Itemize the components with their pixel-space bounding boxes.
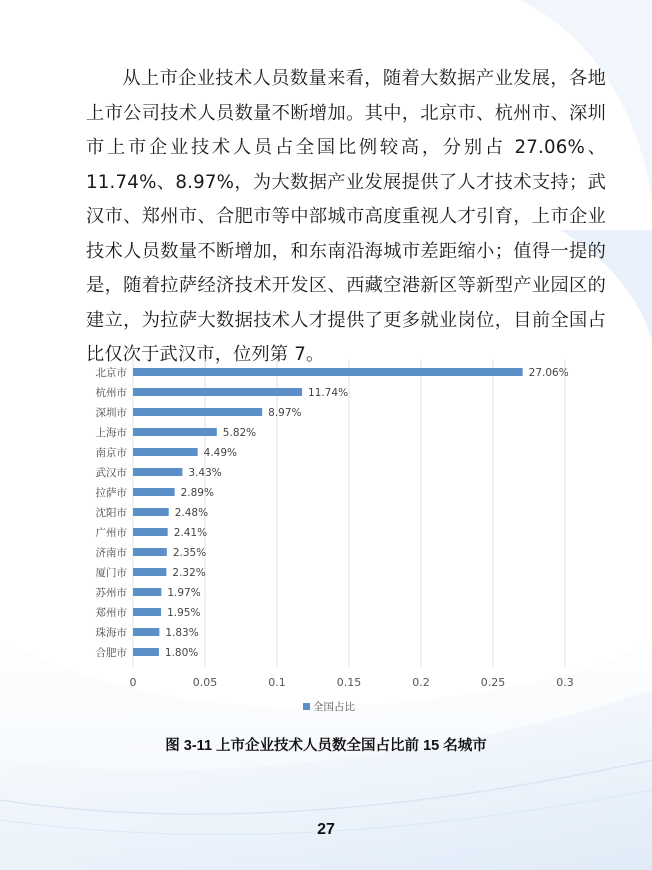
x-tick-label: 0.3 — [556, 676, 574, 689]
data-label: 11.74% — [308, 387, 349, 399]
bar — [133, 628, 159, 636]
x-tick-label: 0.1 — [268, 676, 286, 689]
page-number: 27 — [317, 821, 335, 838]
category-label: 沈阳市 — [95, 507, 127, 519]
category-label: 武汉市 — [95, 467, 127, 479]
bar — [133, 548, 167, 556]
category-label: 杭州市 — [95, 387, 127, 399]
bar-chart — [78, 355, 598, 715]
legend-label: 全国占比 — [313, 701, 355, 713]
category-label: 济南市 — [95, 547, 127, 559]
data-label: 1.80% — [164, 647, 199, 659]
bar — [133, 368, 523, 376]
data-label: 5.82% — [222, 427, 257, 439]
category-label: 合肥市 — [95, 647, 127, 659]
category-label: 深圳市 — [95, 407, 127, 419]
bar — [133, 588, 161, 596]
data-label: 2.41% — [173, 527, 208, 539]
data-label: 4.49% — [203, 447, 238, 459]
category-label: 郑州市 — [95, 607, 127, 619]
bar — [133, 488, 175, 496]
x-tick-label: 0.15 — [336, 676, 362, 689]
bar — [133, 388, 302, 396]
data-label: 1.83% — [165, 627, 199, 639]
category-label: 苏州市 — [95, 587, 127, 599]
bar — [133, 408, 262, 416]
data-label: 2.89% — [180, 487, 214, 499]
bar — [133, 508, 169, 516]
data-label: 2.48% — [174, 507, 209, 519]
category-label: 珠海市 — [95, 627, 127, 639]
body-paragraph: 从上市企业技术人员数量来看，随着大数据产业发展，各地上市公司技术人员数量不断增加。其中，北京市、杭州市、深圳市上市企业技术人员占全国比例较高，分别占 27.06%、11.74%、8.97%，为大数据产业发展提供了人才技术支持；武汉市、郑州市、合肥市等中部城市高度重视人才引育，上市企业技术人员数量不断增加，和东南沿海城市差距缩小；值得一提的是，随着拉萨经济技术开发区、西藏空港新区等新型产业园区的建立，为拉萨大数据技术人才提供了更多就业岗位，目前全国占比仅次于武汉市，位列第 7。 — [86, 68, 606, 365]
category-label: 北京市 — [95, 367, 127, 379]
category-label: 拉萨市 — [95, 487, 127, 499]
data-label: 1.95% — [167, 607, 201, 619]
bar — [133, 528, 168, 536]
data-label: 27.06% — [528, 367, 569, 379]
x-tick-label: 0 — [129, 676, 137, 689]
category-label: 南京市 — [95, 447, 127, 459]
bar — [133, 448, 198, 456]
bar — [133, 468, 182, 476]
data-label: 2.35% — [172, 547, 207, 559]
bar — [133, 568, 166, 576]
legend-swatch — [303, 703, 310, 710]
category-label: 厦门市 — [95, 567, 127, 579]
x-tick-label: 0.2 — [412, 676, 430, 689]
bar — [133, 428, 217, 436]
figure-caption: 图 3-11 上市企业技术人员数全国占比前 15 名城市 — [165, 738, 487, 754]
data-label: 3.43% — [188, 467, 222, 479]
bar — [133, 608, 161, 616]
bar — [133, 648, 159, 656]
data-label: 8.97% — [268, 407, 302, 419]
category-label: 上海市 — [95, 427, 127, 439]
data-label: 1.97% — [167, 587, 201, 599]
bar-chart-svg — [78, 355, 598, 715]
data-label: 2.32% — [172, 567, 206, 579]
category-label: 广州市 — [95, 527, 127, 539]
x-tick-label: 0.25 — [480, 676, 506, 689]
x-tick-label: 0.05 — [192, 676, 218, 689]
